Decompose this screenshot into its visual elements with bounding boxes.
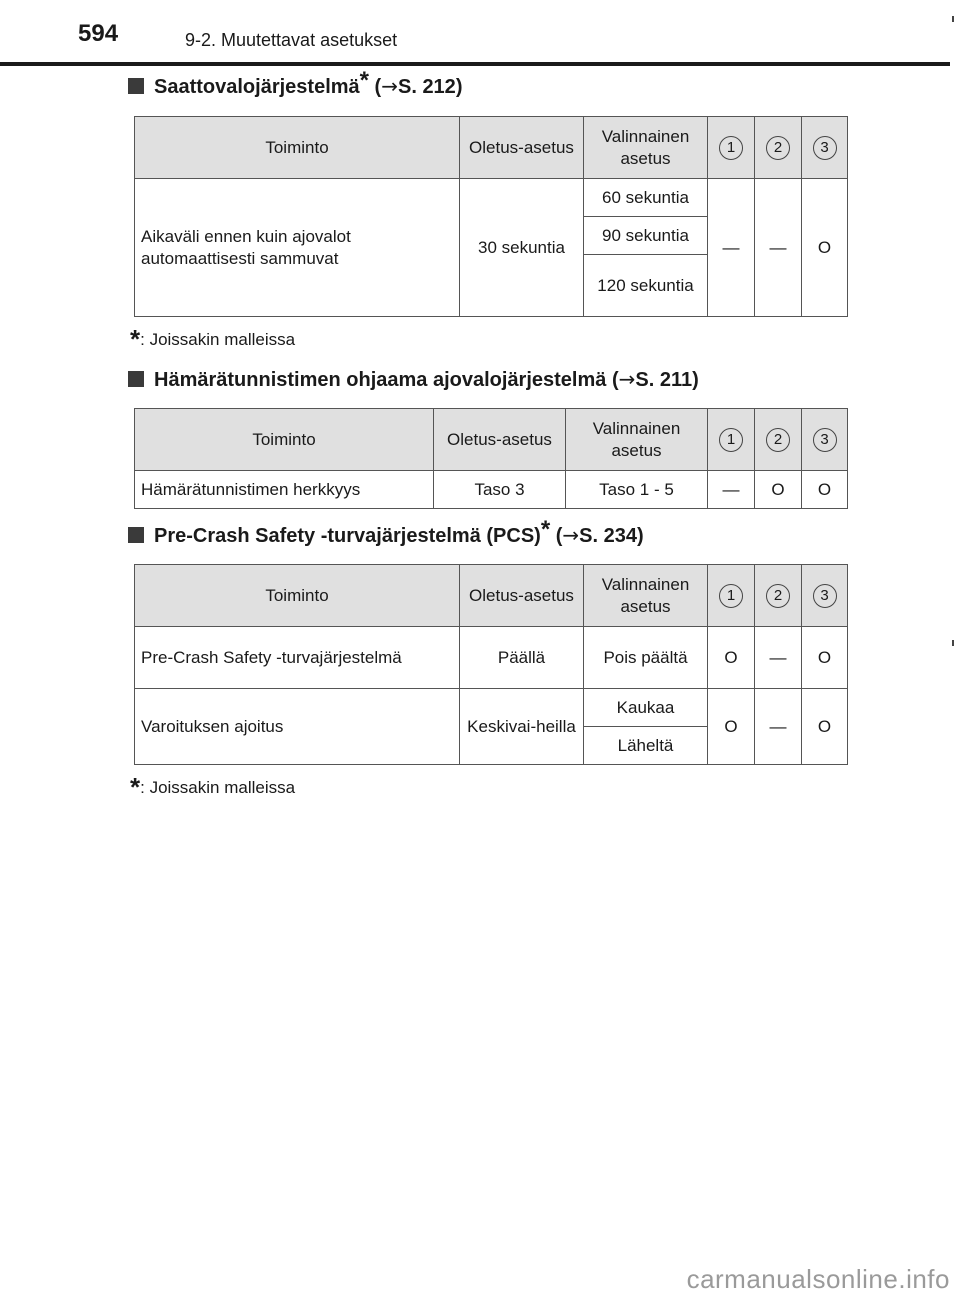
column-header-optional: Valinnainen asetus	[584, 117, 708, 179]
table-header-row	[135, 565, 848, 627]
footnote-text: : Joissakin malleissa	[140, 330, 296, 349]
asterisk-marker: *	[130, 324, 141, 354]
settings-table-hamaratunnistin	[134, 408, 848, 509]
table-row	[135, 179, 848, 217]
number-two-icon: 2	[766, 136, 790, 160]
settings-table-saattovalo	[134, 116, 848, 317]
number-two-icon: 2	[766, 428, 790, 452]
section-heading-pcs: Pre-Crash Safety -turvajärjestelmä (PCS)* (→S. 234)	[128, 523, 644, 548]
asterisk-marker: *	[540, 516, 551, 543]
table-row	[135, 627, 848, 689]
mark-cell-3: O	[802, 179, 848, 317]
table-header-row	[135, 409, 848, 471]
header-rule	[0, 62, 950, 66]
column-header-option-1	[708, 409, 755, 471]
column-header-function: Toiminto	[135, 409, 434, 471]
section-title: Hämärätunnistimen ohjaama ajovalojärjestelmä	[154, 369, 607, 391]
right-arrow-icon: →	[381, 74, 398, 98]
mark-cell-2: O	[755, 471, 802, 509]
page-reference-link[interactable]: S. 234	[579, 525, 637, 547]
edge-tick	[952, 640, 954, 646]
table-row	[135, 689, 848, 727]
default-cell: Keskivai-heilla	[460, 689, 584, 765]
footnote	[130, 772, 296, 802]
section-title: Pre-Crash Safety -turvajärjestelmä (PCS)	[154, 525, 541, 547]
mark-cell-1: —	[708, 179, 755, 317]
footnote	[130, 324, 296, 354]
column-header-option-3	[802, 117, 848, 179]
watermark: carmanualsonline.info	[686, 1264, 950, 1294]
default-cell: Taso 3	[434, 471, 566, 509]
section-heading-hamaratunnistin: Hämärätunnistimen ohjaama ajovalojärjestelmä (→S. 211)	[128, 367, 699, 392]
default-cell: Päällä	[460, 627, 584, 689]
column-header-option-3	[802, 409, 848, 471]
section-title: Saattovalojärjestelmä	[154, 76, 360, 98]
number-three-icon: 3	[813, 428, 837, 452]
right-arrow-icon: →	[562, 523, 580, 547]
optional-cell: 90 sekuntia	[584, 217, 708, 255]
number-one-icon: 1	[719, 584, 743, 608]
column-header-optional: Valinnainen asetus	[584, 565, 708, 627]
optional-cell: Kaukaa	[584, 689, 708, 727]
column-header-option-1	[708, 565, 755, 627]
table-header-row	[135, 117, 848, 179]
square-bullet-icon	[128, 371, 144, 387]
number-three-icon: 3	[813, 136, 837, 160]
mark-cell-3: O	[802, 627, 848, 689]
column-header-default: Oletus-asetus	[460, 565, 584, 627]
mark-cell-2: —	[755, 179, 802, 317]
optional-cell: Läheltä	[584, 727, 708, 765]
mark-cell-1: O	[708, 689, 755, 765]
column-header-option-2	[755, 409, 802, 471]
mark-cell-3: O	[802, 689, 848, 765]
mark-cell-1: —	[708, 471, 755, 509]
column-header-default: Oletus-asetus	[460, 117, 584, 179]
section-heading-saattovalo: Saattovalojärjestelmä* (→S. 212)	[128, 74, 462, 99]
number-two-icon: 2	[766, 584, 790, 608]
function-cell: Aikaväli ennen kuin ajovalot automaattisesti sammuvat	[135, 179, 460, 317]
right-arrow-icon: →	[618, 367, 636, 391]
page-reference-link[interactable]: S. 212	[397, 76, 456, 98]
default-cell: 30 sekuntia	[460, 179, 584, 317]
optional-cell: Taso 1 - 5	[566, 471, 708, 509]
column-header-option-2	[755, 117, 802, 179]
function-cell: Pre-Crash Safety -turvajärjestelmä	[135, 627, 460, 689]
mark-cell-1: O	[708, 627, 755, 689]
page-number: 594	[78, 20, 119, 47]
page-header	[0, 0, 960, 62]
number-one-icon: 1	[719, 136, 743, 160]
edge-tick	[952, 16, 954, 22]
mark-cell-2: —	[755, 627, 802, 689]
settings-table-pcs	[134, 564, 848, 765]
column-header-default: Oletus-asetus	[434, 409, 566, 471]
column-header-option-1	[708, 117, 755, 179]
column-header-option-3	[802, 565, 848, 627]
mark-cell-2: —	[755, 689, 802, 765]
column-header-option-2	[755, 565, 802, 627]
table-row	[135, 471, 848, 509]
number-one-icon: 1	[719, 428, 743, 452]
number-three-icon: 3	[813, 584, 837, 608]
column-header-optional: Valinnainen asetus	[566, 409, 708, 471]
column-header-function: Toiminto	[135, 117, 460, 179]
function-cell: Hämärätunnistimen herkkyys	[135, 471, 434, 509]
square-bullet-icon	[128, 527, 144, 543]
column-header-function: Toiminto	[135, 565, 460, 627]
chapter-title: 9-2. Muutettavat asetukset	[185, 30, 398, 50]
optional-cell: Pois päältä	[584, 627, 708, 689]
page-reference-link[interactable]: S. 211	[635, 369, 693, 391]
footnote-text: : Joissakin malleissa	[140, 778, 296, 797]
asterisk-marker: *	[359, 67, 369, 94]
optional-cell: 60 sekuntia	[584, 179, 708, 217]
asterisk-marker: *	[130, 772, 141, 802]
function-cell: Varoituksen ajoitus	[135, 689, 460, 765]
optional-cell: 120 sekuntia	[584, 255, 708, 317]
square-bullet-icon	[128, 78, 144, 94]
mark-cell-3: O	[802, 471, 848, 509]
